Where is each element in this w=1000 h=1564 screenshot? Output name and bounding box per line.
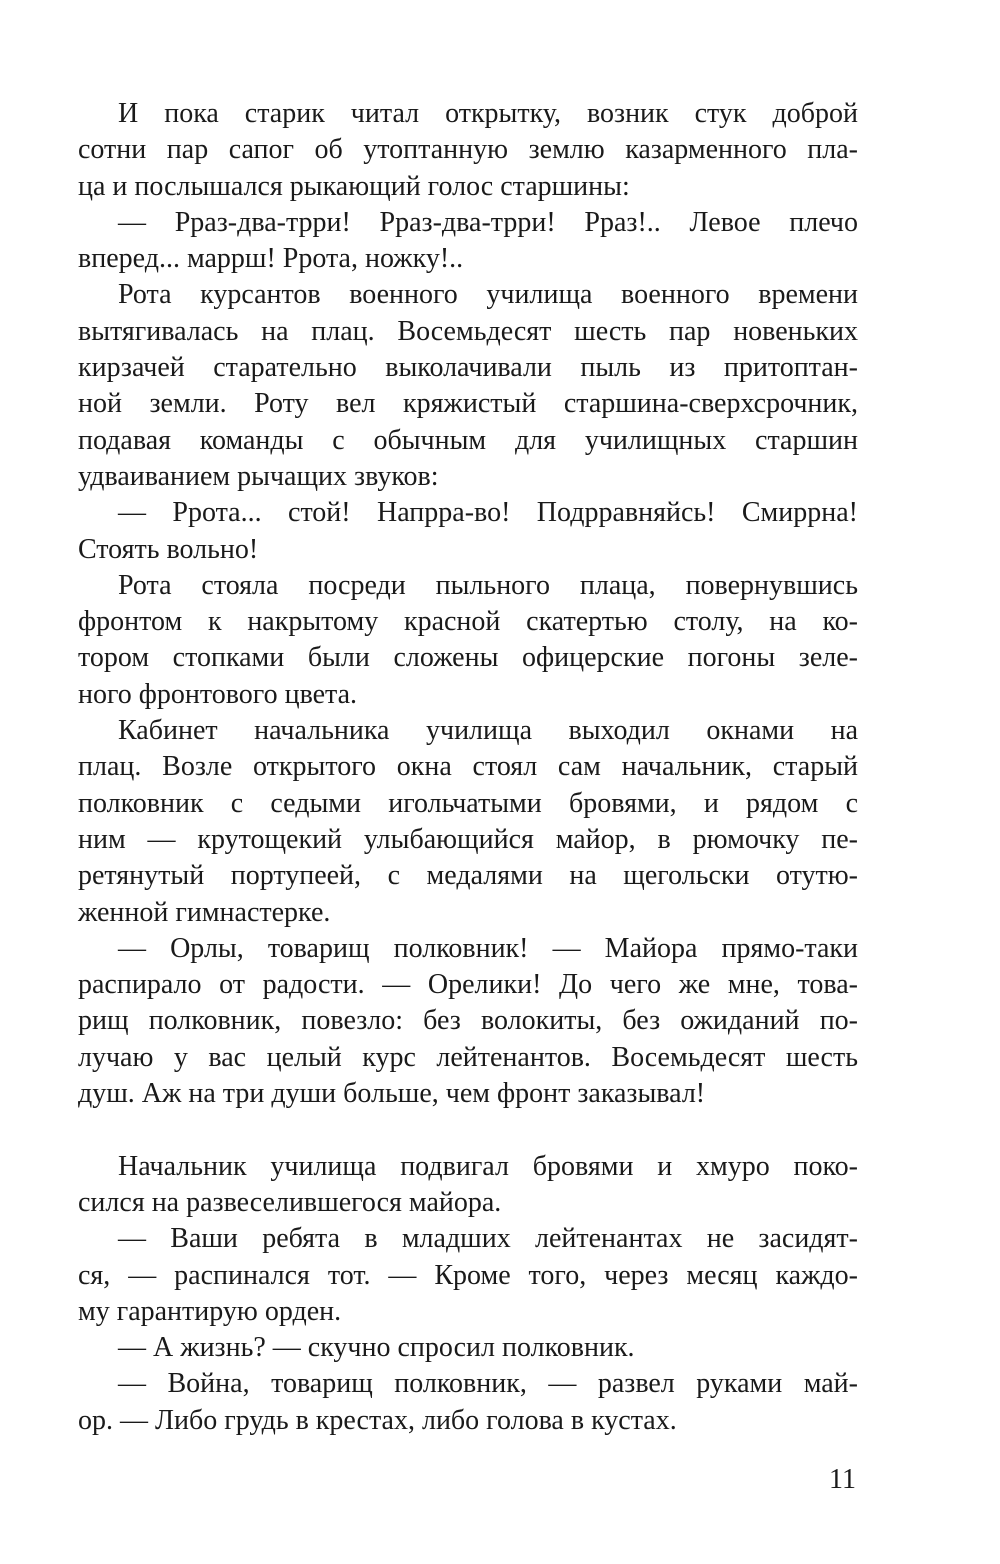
text-line: кирзачей старательно выколачивали пыль из притоптан- <box>78 352 858 384</box>
text-line: рищ полковник, повезло: без волокиты, без ожиданий по- <box>78 1005 858 1037</box>
text-line: женной гимнастерке. <box>78 896 331 928</box>
text-line: — Война, товарищ полковник, — развел руками май- <box>118 1368 858 1400</box>
text-line: Стоять вольно! <box>78 533 259 565</box>
text-line: ся, — распинался тот. — Кроме того, через месяц каждо- <box>78 1259 858 1291</box>
text-line: ор. — Либо грудь в крестах, либо голова в кустах. <box>78 1404 677 1436</box>
paragraph <box>78 205 858 278</box>
text-line: лучаю у вас целый курс лейтенантов. Восемьдесят шесть <box>78 1041 858 1073</box>
text-line: душ. Аж на три души больше, чем фронт заказывал! <box>78 1078 706 1110</box>
text-line: ного фронтового цвета. <box>78 678 358 710</box>
text-line: Начальник училища подвигал бровями и хмуро поко- <box>118 1150 858 1182</box>
text-line: ретянутый портупеей, с медалями на щегольски отутю- <box>78 860 858 892</box>
text-line: сотни пар сапог об утоптанную землю казарменного пла- <box>78 134 858 166</box>
page-body <box>78 96 858 1439</box>
paragraph <box>78 568 858 713</box>
text-line: ним — крутощекий улыбающийся майор, в рюмочку пе- <box>78 823 858 855</box>
text-line: ной земли. Роту вел кряжистый старшина-сверхсрочник, <box>78 388 858 420</box>
text-line: подавая команды с обычным для училищных старшин <box>78 424 858 456</box>
text-line: Кабинет начальника училища выходил окнами на <box>118 715 858 747</box>
text-line: — Ваши ребята в младших лейтенантах не засидят- <box>118 1223 858 1255</box>
paragraph <box>78 1330 858 1366</box>
paragraph <box>78 96 858 205</box>
section-break <box>78 1112 858 1148</box>
paragraph <box>78 713 858 931</box>
paragraph <box>78 277 858 495</box>
text-line: фронтом к накрытому красной скатертью столу, на ко- <box>78 606 858 638</box>
text-line: му гарантирую орден. <box>78 1295 342 1327</box>
paragraph <box>78 1221 858 1330</box>
paragraph <box>78 1149 858 1222</box>
text-line: удваиванием рычащих звуков: <box>78 460 439 492</box>
paragraph <box>78 1366 858 1439</box>
paragraph <box>78 931 858 1112</box>
text-line: распирало от радости. — Орелики! До чего же мне, това- <box>78 969 858 1001</box>
text-line: ца и послышался рыкающий голос старшины: <box>78 170 630 202</box>
text-line: сился на развеселившегося майора. <box>78 1186 502 1218</box>
text-line: полковник с седыми игольчатыми бровями, и рядом с <box>78 787 858 819</box>
text-line: вперед... маррш! Ррота, ножку!.. <box>78 243 464 275</box>
text-line: И пока старик читал открытку, возник стук доброй <box>118 98 858 129</box>
text-line: вытягивалась на плац. Восемьдесят шесть пар новеньких <box>78 315 858 347</box>
text-line: Рота курсантов военного училища военного времени <box>118 279 858 311</box>
text-line: тором стопками были сложены офицерские погоны зеле- <box>78 642 858 674</box>
text-line: плац. Возле открытого окна стоял сам начальник, старый <box>78 751 858 783</box>
text-line: — Рраз-два-трри! Рраз-два-трри! Рраз!.. Левое плечо <box>118 206 858 238</box>
text-line: — А жизнь? — скучно спросил полковник. <box>118 1332 635 1364</box>
text-line: — Орлы, товарищ полковник! — Майора прямо-таки <box>118 932 858 964</box>
paragraph <box>78 495 858 568</box>
text-line: Рота стояла посреди пыльного плаца, повернувшись <box>118 569 858 601</box>
text-line: — Ррота... стой! Напрра-во! Подрравняйсь! Смиррна! <box>118 497 858 529</box>
page-number: 11 <box>829 1464 856 1495</box>
